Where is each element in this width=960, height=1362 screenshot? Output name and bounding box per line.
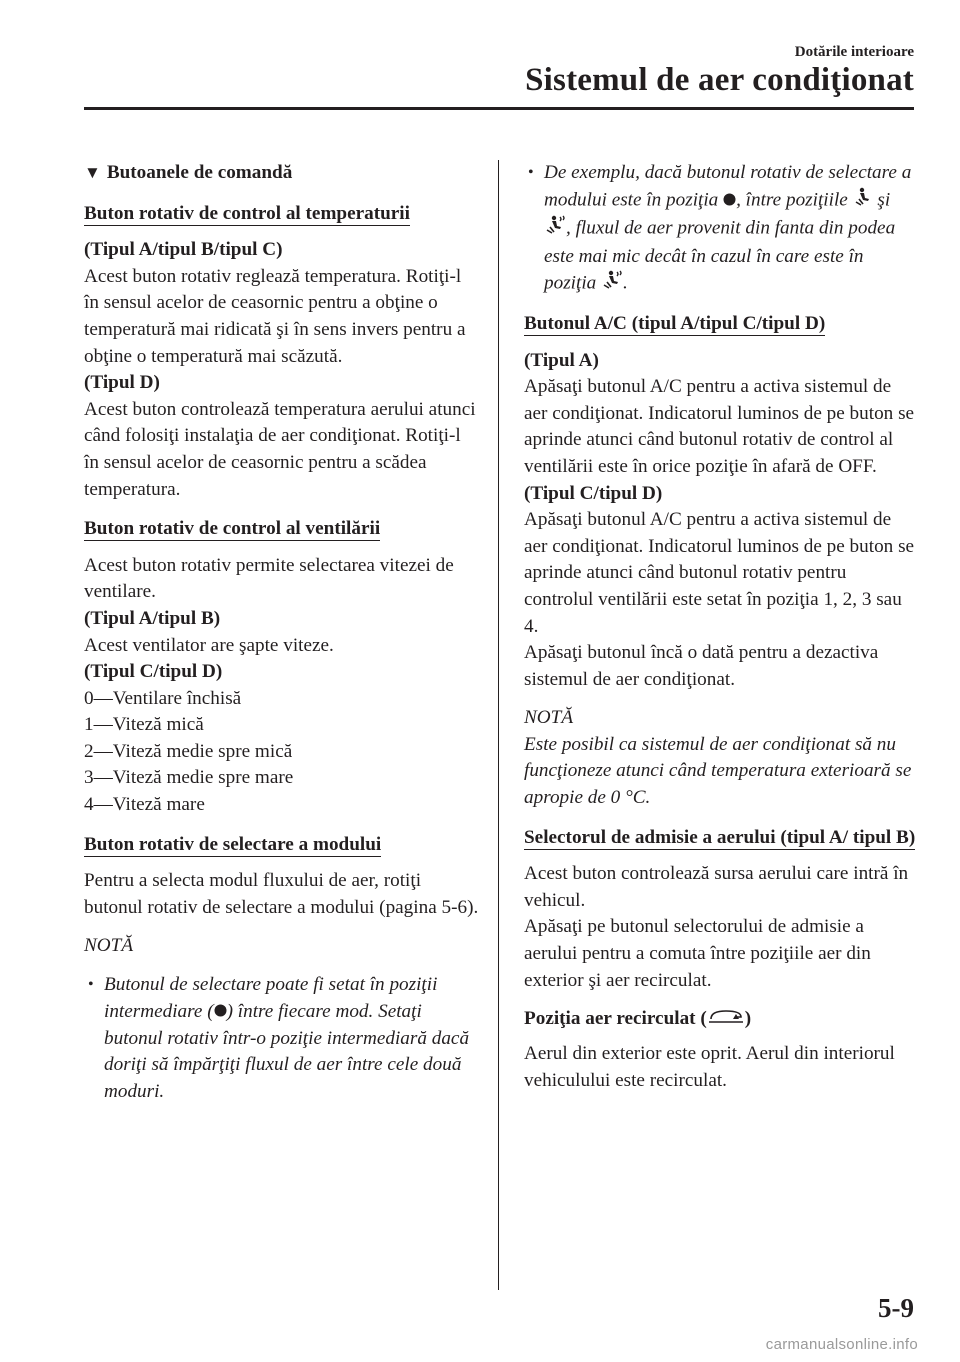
bullet-text-part: De exemplu, dacă butonul rotativ de selectare a modului este în poziţia <box>544 162 912 211</box>
bullet-text-part: . <box>623 273 628 295</box>
ac-text-a: Apăsaţi butonul A/C pentru a activa sistemul de aer condiţionat. Indicatorul luminos de pe buton se aprinde atunci când butonul rotativ de control al ventilării este în orice poziţie în afară de OFF. <box>524 376 915 477</box>
ac-type-cd: (Tipul C/tipul D) <box>524 482 663 504</box>
temp-heading: Buton rotativ de control al temperaturii <box>84 202 410 224</box>
intermediate-position-dot-icon <box>723 188 736 215</box>
mode-text: Pentru a selecta modul fluxului de aer, rotiţi butonul rotativ de selectare a modului (pagina 5-6). <box>84 870 479 918</box>
floor-defrost-mode-icon <box>544 215 566 244</box>
note-text-part: ) între fiecare mod. Setaţi butonul rotativ într-o poziţie intermediară dacă doriţi să împărţiţi fluxul de aer între cele două moduri. <box>104 1000 470 1102</box>
mode-note-bullet <box>84 972 480 1105</box>
fan-speed-3: 3―Viteză medie spre mare <box>84 767 294 789</box>
fan-type-cd: (Tipul C/tipul D) <box>84 661 223 683</box>
recirc-text: Aerul din exterior este oprit. Aerul din interiorul vehiculului este recirculat. <box>524 1043 895 1091</box>
bullet-icon: • <box>88 976 94 994</box>
fan-text-ab: Acest ventilator are şapte viteze. <box>84 634 334 656</box>
intermediate-position-dot-icon <box>214 999 227 1026</box>
fan-intro: Acest buton rotativ permite selectarea vitezei de ventilare. <box>84 554 454 603</box>
mode-note-label: NOTĂ <box>84 935 134 957</box>
recirc-label <box>524 1006 916 1033</box>
floor-defrost-mode-icon <box>601 270 623 299</box>
note-text-part: Butonul de selectare poate fi setat în poziţii intermediare ( <box>104 974 438 1022</box>
temp-text-d: Acest buton controlează temperatura aerului atunci când folosiţi instalaţia de aer condiţionat. Rotiţi-l în sensul acelor de ceasornic pentru a scădea temperatura. <box>84 398 476 500</box>
temp-text-abc: Acest buton rotativ reglează temperatura. Rotiţi-l în sensul acelor de ceasornic pentru a obţine o temperatură mai ridicată şi în sens invers pentru a obţine o temperatură mai scăzută. <box>84 265 466 367</box>
fan-speed-2: 2―Viteză medie spre mică <box>84 740 293 762</box>
page-title: Sistemul de aer condiţionat <box>525 62 914 98</box>
left-column <box>84 160 480 1105</box>
temp-type-d: (Tipul D) <box>84 372 160 394</box>
temp-type-abc: (Tipul A/tipul B/tipul C) <box>84 239 283 261</box>
bullet-icon: • <box>528 164 534 181</box>
fan-type-ab: (Tipul A/tipul B) <box>84 607 221 629</box>
page-number: 5-9 <box>878 1293 914 1323</box>
header-rule <box>84 107 914 110</box>
right-column <box>524 160 916 1094</box>
floor-mode-icon <box>853 187 873 216</box>
fan-speed-0: 0―Ventilare închisă <box>84 687 242 709</box>
fan-heading: Buton rotativ de control al ventilării <box>84 518 381 540</box>
mode-heading: Buton rotativ de selectare a modului <box>84 833 382 855</box>
recirc-label-text: Poziţia aer recirculat ( <box>524 1008 707 1030</box>
bullet-text-part: , fluxul de aer provenit din fanta din podea este mai mic decât în cazul în care este în poziţia <box>544 217 896 295</box>
intake-text1: Acest buton controlează sursa aerului care intră în vehicul. <box>524 863 909 911</box>
footer-watermark: carmanualsonline.info <box>765 1336 918 1353</box>
recirculate-icon <box>707 1007 745 1034</box>
ac-note-label: NOTĂ <box>524 707 574 729</box>
ac-note-text: Este posibil ca sistemul de aer condiţionat să nu funcţioneze atunci când temperatura exterioară se apropie de 0 °C. <box>524 733 912 809</box>
intake-heading: Selectorul de admisie a aerului (tipul A/ tipul B) <box>524 826 916 848</box>
bullet-text-part: şi <box>872 189 891 211</box>
fan-speed-1: 1―Viteză mică <box>84 714 204 736</box>
ac-text-cd2: Apăsaţi butonul încă o dată pentru a dezactiva sistemul de aer condiţionat. <box>524 642 879 690</box>
bullet-text-part: , între poziţiile <box>736 189 853 211</box>
chapter-title: Dotările interioare <box>794 44 914 60</box>
ac-heading: Butonul A/C (tipul A/tipul C/tipul D) <box>524 312 826 334</box>
section-heading <box>84 160 480 187</box>
fan-speed-4: 4―Viteză mare <box>84 794 205 816</box>
column-divider <box>498 160 499 1290</box>
ac-text-cd1: Apăsaţi butonul A/C pentru a activa sistemul de aer condiţionat. Indicatorul luminos de pe buton se aprinde atunci când butonul rotativ pentru controlul ventilării este setat în poziţia 1, 2, 3 sau 4. <box>524 509 915 637</box>
mode-example-bullet <box>524 160 916 299</box>
ac-type-a: (Tipul A) <box>524 349 599 371</box>
intake-text2: Apăsaţi pe butonul selectorului de admisie a aerului pentru a comuta între poziţiile aer din exterior şi aer recirculat. <box>524 916 871 991</box>
recirc-label-text: ) <box>744 1008 752 1030</box>
section-heading-text: Butoanele de comandă <box>106 162 293 183</box>
triangle-icon: ▼ <box>84 163 101 182</box>
